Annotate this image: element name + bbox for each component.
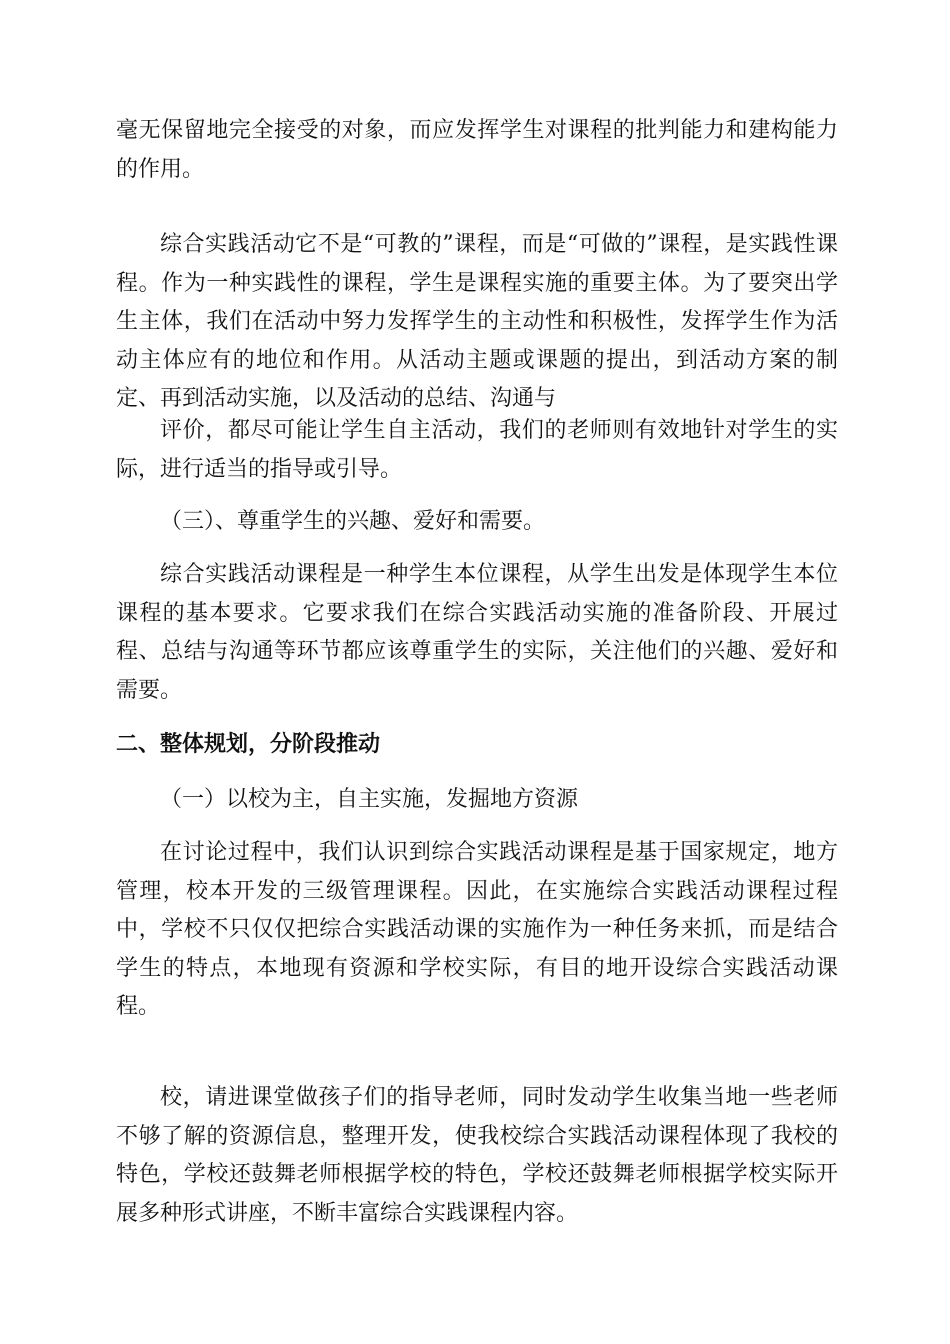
paragraph-evaluation: 评价，都尽可能让学生自主活动，我们的老师则有效地针对学生的实际，进行适当的指导或引导。 xyxy=(116,418,838,482)
subheading-school-based: （一）以校为主，自主实施，发掘地方资源 xyxy=(160,787,579,812)
section-heading-overall-plan: 二、整体规划，分阶段推动 xyxy=(116,732,381,757)
paragraph-student-based: 综合实践活动课程是一种学生本位课程，从学生出发是体现学生本位课程的基本要求。它要求我们在综合实践活动实施的准备阶段、开展过程、总结与沟通等环节都应该尊重学生的实际，关注他们的兴趣、爱好和需要。 xyxy=(116,562,838,703)
paragraph-practical-course: 综合实践活动它不是“可教的”课程，而是“可做的”课程，是实践性课程。作为一种实践性的课程，学生是课程实施的重要主体。为了要突出学生主体，我们在活动中努力发挥学生的主动性和积极性，发挥学生作为活动主体应有的地位和作用。从活动主题或课题的提出，到活动方案的制定、再到活动实施，以及活动的总结、沟通与 xyxy=(116,232,838,411)
paragraph-classroom-guidance: 校，请进课堂做孩子们的指导老师，同时发动学生收集当地一些老师不够了解的资源信息，整理开发，使我校综合实践活动课程体现了我校的特色，学校还鼓舞老师根据学校的特色，学校还鼓舞老师根据学校实际开展多种形式讲座，不断丰富综合实践课程内容。 xyxy=(116,1085,838,1226)
paragraph-continuation: 毫无保留地完全接受的对象，而应发挥学生对课程的批判能力和建构能力的作用。 xyxy=(116,118,838,182)
paragraph-discussion: 在讨论过程中，我们认识到综合实践活动课程是基于国家规定，地方管理，校本开发的三级管理课程。因此，在实施综合实践活动课程过程中，学校不只仅仅把综合实践活动课的实施作为一种任务来抓，而是结合学生的特点，本地现有资源和学校实际，有目的地开设综合实践活动课程。 xyxy=(116,840,838,1019)
subheading-respect-interests: （三）、尊重学生的兴趣、爱好和需要。 xyxy=(160,509,546,534)
